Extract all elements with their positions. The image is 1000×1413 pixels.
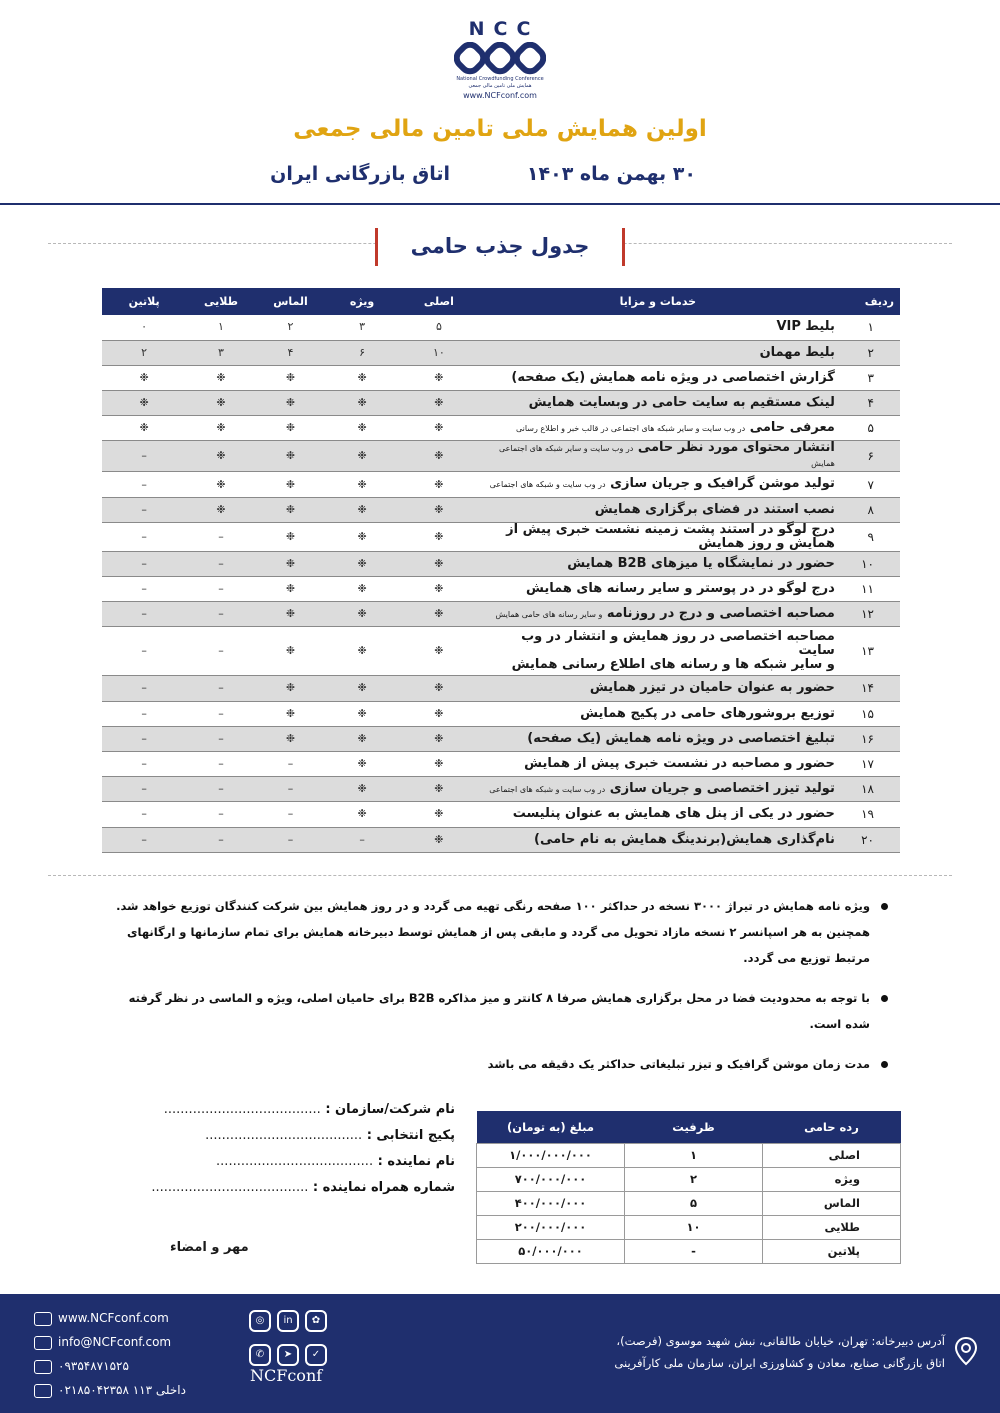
conference-date: ۳۰ بهمن ماه ۱۴۰۳	[526, 163, 696, 185]
row-service	[479, 676, 837, 701]
cell-vizheh: ❉	[325, 676, 399, 701]
table-row	[102, 522, 900, 551]
cell-platin: –	[102, 551, 186, 576]
cell-talaei: –	[186, 726, 255, 751]
row-index: ۲۰	[837, 827, 900, 852]
header-divider	[0, 203, 1000, 205]
cell-platin: ❉	[102, 391, 186, 416]
cell-vizheh: ❉	[325, 726, 399, 751]
service-main-text: حضور و مصاحبه در نشست خبری پیش از همایش	[524, 756, 835, 772]
header-platin: پلاتین	[102, 288, 186, 315]
cell-talaei: ۳	[186, 340, 255, 365]
dashed-divider-bottom	[48, 875, 952, 876]
service-main-text: حضور به عنوان حامیان در تیزر همایش	[589, 680, 835, 696]
row-index: ۶	[837, 441, 900, 472]
table-row	[102, 602, 900, 627]
mobile-icon	[34, 1360, 52, 1374]
row-index: ۱۵	[837, 701, 900, 726]
table-row	[102, 726, 900, 751]
website-row[interactable]: www.NCFconf.com	[34, 1306, 234, 1330]
row-service	[479, 751, 837, 776]
price-capacity: ۲	[625, 1167, 763, 1191]
cell-asli: ❉	[399, 701, 479, 726]
table-header-row	[102, 288, 900, 315]
price-rank: اصلی	[763, 1143, 901, 1167]
cell-asli: ❉	[399, 827, 479, 852]
row-service	[479, 340, 837, 365]
aparat-icon[interactable]: ✿	[305, 1310, 327, 1332]
cell-asli: ❉	[399, 676, 479, 701]
cell-asli: ❉	[399, 777, 479, 802]
cell-platin: ۰	[102, 315, 186, 340]
cell-platin: –	[102, 602, 186, 627]
service-main-text: گزارش اختصاصی در ویژه نامه همایش (یک صفحه)	[511, 369, 835, 385]
cell-talaei: –	[186, 522, 255, 551]
service-main-text: درج لوگو در در پوستر و سایر رسانه های همایش	[526, 581, 835, 597]
cell-asli: ❉	[399, 602, 479, 627]
table-row	[102, 701, 900, 726]
service-main-text: مصاحبه اختصاصی در روز همایش و انتشار در وب سایت	[521, 629, 835, 659]
service-detail-text: در وب سایت و شبکه های اجتماعی	[489, 784, 606, 794]
seal-and-signature-label: مهر و امضاء	[170, 1240, 249, 1255]
row-index: ۲	[837, 340, 900, 365]
cell-asli: ❉	[399, 472, 479, 497]
price-header-capacity: ظرفیت	[625, 1111, 763, 1143]
cell-asli: ۱۰	[399, 340, 479, 365]
row-index: ۱۰	[837, 551, 900, 576]
service-detail-text: و سایر رسانه های حامی همایش	[495, 609, 603, 619]
table-row	[102, 777, 900, 802]
table-row	[102, 497, 900, 522]
row-index: ۹	[837, 522, 900, 551]
representative-field[interactable]: نام نماینده : ......................................	[216, 1154, 455, 1169]
cell-almas: –	[256, 827, 325, 852]
cell-asli: ❉	[399, 551, 479, 576]
table-row	[102, 441, 900, 472]
table-row	[102, 676, 900, 701]
table-row	[102, 802, 900, 827]
service-main-text: درج لوگو در استند پشت زمینه نشست خبری پیش از همایش و روز همایش	[506, 521, 835, 551]
row-index: ۵	[837, 416, 900, 441]
cell-almas: ۴	[256, 340, 325, 365]
header-service: خدمات و مزایا	[479, 288, 837, 315]
cell-almas: ❉	[256, 602, 325, 627]
table-row	[102, 751, 900, 776]
email-icon	[34, 1336, 52, 1350]
service-main-text-line2: و سایر شبکه ها و رسانه های اطلاع رسانی همایش	[511, 657, 835, 673]
table-row	[102, 315, 900, 340]
cell-talaei: ❉	[186, 365, 255, 390]
section-title: جدول جذب حامی	[375, 228, 625, 266]
logo-url: www.NCFconf.com	[463, 91, 537, 100]
footer-address	[560, 1330, 945, 1374]
cell-asli: ❉	[399, 726, 479, 751]
cell-almas: ❉	[256, 391, 325, 416]
row-index: ۱۸	[837, 777, 900, 802]
cell-vizheh: ❉	[325, 627, 399, 676]
cell-almas: ۲	[256, 315, 325, 340]
note-item: با توجه به محدودیت فضا در محل برگزاری همایش صرفا ۸ کانتر و میز مذاکره B2B برای حامیان اصلی، ویژه و الماسی در نظر گرفته شده است.	[100, 985, 890, 1037]
cell-talaei: ❉	[186, 472, 255, 497]
cell-almas: ❉	[256, 551, 325, 576]
cell-talaei: ۱	[186, 315, 255, 340]
cell-talaei: –	[186, 777, 255, 802]
mobile-row[interactable]: ۰۹۳۵۴۸۷۱۵۲۵	[34, 1354, 234, 1378]
service-main-text: بلیط مهمان	[759, 344, 835, 360]
cell-almas: ❉	[256, 441, 325, 472]
service-main-text: حضور در نمایشگاه یا میزهای B2B همایش	[567, 555, 835, 571]
row-service	[479, 416, 837, 441]
conference-title: اولین همایش ملی تامین مالی جمعی	[293, 116, 707, 142]
table-row	[102, 577, 900, 602]
cell-almas: ❉	[256, 627, 325, 676]
cell-almas: –	[256, 751, 325, 776]
row-index: ۱۳	[837, 627, 900, 676]
cell-asli: ❉	[399, 577, 479, 602]
location-pin-icon	[954, 1336, 978, 1366]
cell-talaei: –	[186, 627, 255, 676]
row-service	[479, 827, 837, 852]
telegram-icon[interactable]: ➤	[277, 1344, 299, 1366]
cell-platin: –	[102, 472, 186, 497]
verified-icon[interactable]: ✓	[305, 1344, 327, 1366]
price-rank: الماس	[763, 1191, 901, 1215]
header-almas: الماس	[256, 288, 325, 315]
price-rank: پلاتین	[763, 1239, 901, 1263]
cell-talaei: –	[186, 701, 255, 726]
row-service	[479, 472, 837, 497]
price-amount: ۱/۰۰۰/۰۰۰/۰۰۰	[477, 1143, 625, 1167]
table-row	[102, 472, 900, 497]
table-row	[102, 551, 900, 576]
row-index: ۱۷	[837, 751, 900, 776]
cell-almas: ❉	[256, 365, 325, 390]
whatsapp-icon[interactable]: ✆	[249, 1344, 271, 1366]
service-main-text: نصب استند در فضای برگزاری همایش	[594, 501, 835, 517]
cell-almas: –	[256, 802, 325, 827]
price-row	[477, 1191, 901, 1215]
service-main-text: تولید موشن گرافیک و جریان سازی	[610, 476, 835, 492]
footer-handle: NCFconf	[250, 1366, 323, 1385]
service-detail-text: در وب سایت و شبکه های اجتماعی	[489, 480, 606, 490]
row-index: ۷	[837, 472, 900, 497]
header-talaei: طلایی	[186, 288, 255, 315]
service-detail-text: در وب سایت و سایر شبکه های اجتماعی همایش	[498, 444, 835, 469]
row-service	[479, 365, 837, 390]
table-row	[102, 627, 900, 676]
cell-vizheh: ۶	[325, 340, 399, 365]
cell-vizheh: ❉	[325, 551, 399, 576]
row-service	[479, 777, 837, 802]
cell-almas: ❉	[256, 472, 325, 497]
cell-asli: ۵	[399, 315, 479, 340]
cell-almas: ❉	[256, 676, 325, 701]
cell-platin: –	[102, 497, 186, 522]
row-service	[479, 726, 837, 751]
price-table	[476, 1111, 901, 1264]
cell-vizheh: ❉	[325, 416, 399, 441]
cell-vizheh: ❉	[325, 391, 399, 416]
price-rank: طلایی	[763, 1215, 901, 1239]
row-index: ۱۲	[837, 602, 900, 627]
cell-vizheh: ❉	[325, 602, 399, 627]
service-detail-text: در وب سایت و سایر شبکه های اجتماعی در قالب خبر و اطلاع رسانی	[515, 423, 746, 433]
cell-platin: –	[102, 522, 186, 551]
cell-talaei: –	[186, 751, 255, 776]
row-service	[479, 551, 837, 576]
cell-vizheh: ❉	[325, 777, 399, 802]
instagram-icon[interactable]: ◎	[249, 1310, 271, 1332]
row-service	[479, 802, 837, 827]
footer-contacts	[34, 1306, 234, 1402]
cell-vizheh: ❉	[325, 802, 399, 827]
cell-platin: –	[102, 701, 186, 726]
cell-talaei: –	[186, 577, 255, 602]
price-capacity: ۱	[625, 1143, 763, 1167]
row-service	[479, 441, 837, 472]
ncc-logo	[440, 18, 560, 118]
cell-vizheh: ❉	[325, 441, 399, 472]
cell-almas: ❉	[256, 522, 325, 551]
table-row	[102, 340, 900, 365]
price-amount: ۷۰۰/۰۰۰/۰۰۰	[477, 1167, 625, 1191]
price-capacity: ۵	[625, 1191, 763, 1215]
row-service	[479, 497, 837, 522]
table-row	[102, 391, 900, 416]
price-header-row	[477, 1111, 901, 1143]
cell-asli: ❉	[399, 627, 479, 676]
row-index: ۸	[837, 497, 900, 522]
row-service	[479, 577, 837, 602]
bullet-icon	[881, 1061, 888, 1068]
address-line-2: اتاق بازرگانی صنایع، معادن و کشاورزی ایران، سازمان ملی کارآفرینی	[614, 1356, 945, 1370]
email-row[interactable]: info@NCFconf.com	[34, 1330, 234, 1354]
cell-platin: –	[102, 676, 186, 701]
cell-platin: –	[102, 751, 186, 776]
cell-asli: ❉	[399, 751, 479, 776]
service-main-text: مصاحبه اختصاصی و درج در روزنامه	[606, 605, 835, 621]
cell-vizheh: ❉	[325, 472, 399, 497]
cell-vizheh: ❉	[325, 577, 399, 602]
service-main-text: معرفی حامی	[749, 419, 835, 435]
cell-almas: ❉	[256, 701, 325, 726]
cell-platin: –	[102, 802, 186, 827]
cell-platin: –	[102, 726, 186, 751]
cell-asli: ❉	[399, 441, 479, 472]
cell-platin: ❉	[102, 416, 186, 441]
service-main-text: لینک مستقیم به سایت حامی در وبسایت همایش	[528, 395, 835, 411]
price-amount: ۲۰۰/۰۰۰/۰۰۰	[477, 1215, 625, 1239]
row-service	[479, 391, 837, 416]
cell-vizheh: ❉	[325, 751, 399, 776]
row-index: ۱۹	[837, 802, 900, 827]
table-row	[102, 416, 900, 441]
cell-asli: ❉	[399, 365, 479, 390]
cell-talaei: –	[186, 602, 255, 627]
table-row	[102, 827, 900, 852]
row-service	[479, 627, 837, 676]
phone-field[interactable]: شماره همراه نماینده : ......................................	[151, 1180, 455, 1195]
service-main-text: نام‌گذاری همایش(برندینگ همایش به نام حامی)	[534, 831, 835, 847]
bullet-icon	[881, 995, 888, 1002]
logo-letters: NCC	[468, 18, 540, 40]
cell-talaei: –	[186, 551, 255, 576]
row-index: ۳	[837, 365, 900, 390]
price-row	[477, 1143, 901, 1167]
cell-platin: ۲	[102, 340, 186, 365]
registration-form	[105, 1097, 455, 1201]
cell-asli: ❉	[399, 391, 479, 416]
header-asli: اصلی	[399, 288, 479, 315]
service-main-text: حضور در یکی از پنل های همایش به عنوان پنلیست	[512, 806, 835, 822]
cell-platin: –	[102, 627, 186, 676]
phone-row[interactable]: ۰۲۱۸۵۰۴۲۳۵۸ داخلی ۱۱۳	[34, 1378, 234, 1402]
price-row	[477, 1215, 901, 1239]
cell-talaei: ❉	[186, 391, 255, 416]
bullet-icon	[881, 903, 888, 910]
cell-platin: –	[102, 577, 186, 602]
row-index: ۱۴	[837, 676, 900, 701]
header-index: ردیف	[837, 288, 900, 315]
logo-subtitle-fa: همایش ملی تامین مالی جمعی	[468, 83, 532, 89]
cell-vizheh: ❉	[325, 522, 399, 551]
row-service	[479, 701, 837, 726]
cell-platin: –	[102, 827, 186, 852]
cell-almas: ❉	[256, 497, 325, 522]
row-service	[479, 602, 837, 627]
logo-rings-icon	[454, 42, 546, 76]
sponsorship-table	[102, 288, 900, 853]
cell-talaei: –	[186, 827, 255, 852]
cell-talaei: ❉	[186, 441, 255, 472]
cell-almas: ❉	[256, 416, 325, 441]
cell-vizheh: ❉	[325, 701, 399, 726]
cell-asli: ❉	[399, 497, 479, 522]
package-field[interactable]: پکیج انتخابی : ......................................	[205, 1128, 455, 1143]
footer	[0, 1294, 1000, 1413]
row-service	[479, 522, 837, 551]
price-row	[477, 1239, 901, 1263]
cell-vizheh: –	[325, 827, 399, 852]
cell-almas: ❉	[256, 577, 325, 602]
row-index: ۱۶	[837, 726, 900, 751]
price-amount: ۵۰/۰۰۰/۰۰۰	[477, 1239, 625, 1263]
price-header-amount: مبلغ (به تومان)	[477, 1111, 625, 1143]
logo-subtitle-en: National Crowdfunding Conference	[456, 76, 544, 82]
cell-platin: –	[102, 777, 186, 802]
phone-icon	[34, 1384, 52, 1398]
row-index: ۱۱	[837, 577, 900, 602]
row-service	[479, 315, 837, 340]
cell-platin: ❉	[102, 365, 186, 390]
price-capacity: ۱۰	[625, 1215, 763, 1239]
price-rank: ویژه	[763, 1167, 901, 1191]
cell-almas: –	[256, 777, 325, 802]
row-index: ۴	[837, 391, 900, 416]
price-amount: ۴۰۰/۰۰۰/۰۰۰	[477, 1191, 625, 1215]
service-main-text: تولید تیزر اختصاصی و جریان سازی	[609, 780, 835, 796]
service-main-text: تبلیغ اختصاصی در ویژه نامه همایش (یک صفحه)	[527, 730, 835, 746]
globe-icon	[34, 1312, 52, 1326]
header-vizheh: ویژه	[325, 288, 399, 315]
address-line-1: آدرس دبیرخانه: تهران، خیابان طالقانی، نبش شهید موسوی (فرصت)،	[616, 1334, 945, 1348]
cell-vizheh: ❉	[325, 365, 399, 390]
cell-asli: ❉	[399, 522, 479, 551]
service-main-text: توزیع بروشورهای حامی در پکیج همایش	[580, 705, 835, 721]
cell-talaei: –	[186, 676, 255, 701]
table-row	[102, 365, 900, 390]
conference-venue: اتاق بازرگانی ایران	[270, 163, 450, 185]
notes-list	[100, 893, 890, 1077]
service-main-text: انتشار محتوای مورد نظر حامی	[637, 440, 835, 456]
cell-vizheh: ۳	[325, 315, 399, 340]
note-item: ویژه نامه همایش در تیراژ ۳۰۰۰ نسخه در حداکثر ۱۰۰ صفحه رنگی تهیه می گردد و در روز همایش بین شرکت کنندگان توزیع خواهد شد. همچنین به هر اسپانسر ۲ نسخه مازاد تحویل می گردد و مابقی پس از همایش توسط دبیرخانه همایش برای تمام سازمانها و ارگانهای مرتبط توزیع می گردد.	[100, 893, 890, 971]
company-field[interactable]: نام شرکت/سازمان : ......................................	[163, 1102, 455, 1117]
cell-almas: ❉	[256, 726, 325, 751]
row-index: ۱	[837, 315, 900, 340]
service-main-text: بلیط VIP	[776, 319, 835, 335]
linkedin-icon[interactable]: in	[277, 1310, 299, 1332]
note-item: مدت زمان موشن گرافیک و تیزر تبلیغاتی حداکثر یک دقیقه می باشد	[100, 1051, 890, 1077]
cell-talaei: ❉	[186, 416, 255, 441]
price-capacity: -	[625, 1239, 763, 1263]
price-row	[477, 1167, 901, 1191]
cell-asli: ❉	[399, 802, 479, 827]
cell-talaei: –	[186, 802, 255, 827]
cell-vizheh: ❉	[325, 497, 399, 522]
cell-talaei: ❉	[186, 497, 255, 522]
cell-asli: ❉	[399, 416, 479, 441]
price-header-rank: رده حامی	[763, 1111, 901, 1143]
cell-platin: –	[102, 441, 186, 472]
